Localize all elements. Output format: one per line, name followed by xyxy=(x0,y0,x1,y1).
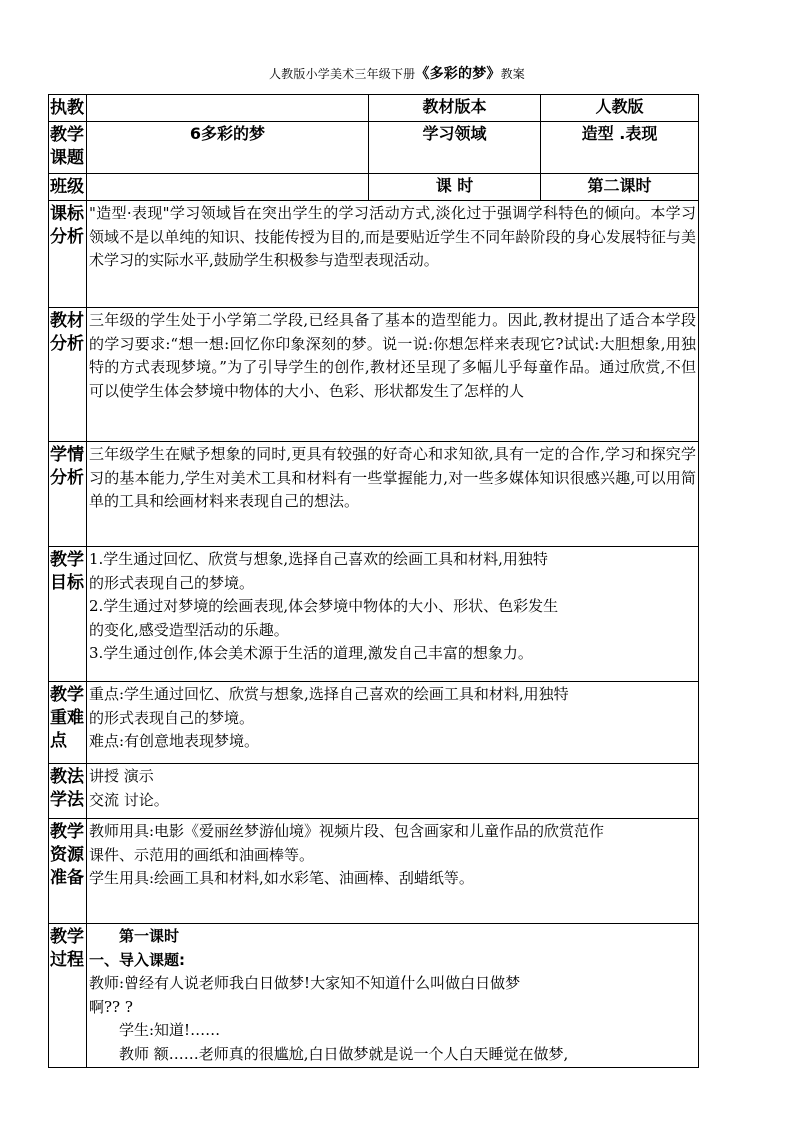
label-textbook-analysis: 教材分析 xyxy=(49,308,87,442)
row-goals xyxy=(49,547,699,682)
goal-line-5: 3.学生通过创作,体会美术源于生活的道理,激发自己丰富的想象力。 xyxy=(89,644,533,663)
label-resources: 教学资源准备 xyxy=(49,819,87,924)
label-process: 教学过程 xyxy=(49,924,87,1068)
goal-line-3: 2.学生通过对梦境的绘画表现,体会梦境中物体的大小、形状、色彩发生 xyxy=(89,597,559,616)
label-methods: 教法学法 xyxy=(49,764,87,819)
keypoint-line-3: 难点:有创意地表现梦境。 xyxy=(89,732,260,751)
label-period: 课 时 xyxy=(369,174,541,201)
label-textbook-version: 教材版本 xyxy=(369,95,541,122)
text-process xyxy=(87,924,699,1068)
keypoint-line-2: 的形式表现自己的梦境。 xyxy=(89,708,255,727)
label-class: 班级 xyxy=(49,174,87,201)
value-period: 第二课时 xyxy=(541,174,699,201)
resource-line-3: 学生用具:绘画工具和材料,如水彩笔、油画棒、刮蜡纸等。 xyxy=(89,869,474,888)
resource-line-2: 课件、示范用的画纸和油画棒等。 xyxy=(89,845,315,864)
process-line-2: 啊?? ? xyxy=(89,997,133,1016)
label-curriculum: 课标分析 xyxy=(49,201,87,308)
lesson-plan-table xyxy=(48,94,699,1068)
goal-line-2: 的形式表现自己的梦境。 xyxy=(89,573,255,592)
process-step: 一、导入课题: xyxy=(89,950,185,969)
row-process xyxy=(49,924,699,1068)
value-class xyxy=(87,174,369,201)
method-line-1: 讲授 演示 xyxy=(89,767,154,785)
title-prefix: 人教版小学美术三年级下册 xyxy=(268,67,416,81)
method-line-2: 交流 讨论。 xyxy=(89,790,169,809)
label-keypoints: 教学重难点 xyxy=(49,682,87,764)
title-emph: 《多彩的梦》 xyxy=(415,66,501,82)
process-lesson: 第一课时 xyxy=(119,927,180,945)
value-zhijiao xyxy=(87,95,369,122)
row-zhijiao xyxy=(49,95,699,122)
resource-line-1: 教师用具:电影《爱丽丝梦游仙境》视频片段、包含画家和儿童作品的欣赏范作 xyxy=(89,822,605,840)
text-textbook-analysis: 三年级的学生处于小学第二学段,已经具备了基本的造型能力。因此,教材提出了适合本学段的学习要求:“想一想:回忆你印象深刻的梦。说一说:你想怎样来表现它?试试:大胆想象,用独特的方式表现梦境。”为了引导学生的创作,教材还呈现了多幅儿乎每童作品。通过欣赏,不但可以使学生体会梦境中物体的大小、色彩、形状都发生了怎样的人 xyxy=(87,308,699,442)
row-students xyxy=(49,442,699,547)
row-class xyxy=(49,174,699,201)
row-topic xyxy=(49,122,699,174)
goal-line-1: 1.学生通过回忆、欣赏与想象,选择自己喜欢的绘画工具和材料,用独特 xyxy=(89,550,548,568)
value-topic: 6多彩的梦 xyxy=(87,122,369,174)
label-students: 学情分析 xyxy=(49,442,87,547)
text-curriculum: "造型·表现"学习领域旨在突出学生的学习活动方式,淡化过于强调学科特色的倾向。本学习领域不是以单纯的知识、技能传授为目的,而是要贴近学生不同年龄阶段的身心发展特征与美术学习的实际水平,鼓励学生积极参与造型表现活动。 xyxy=(87,201,699,308)
process-line-1: 教师:曾经有人说老师我白日做梦!大家知不知道什么叫做白日做梦 xyxy=(89,974,521,993)
document-title xyxy=(0,63,794,83)
text-resources xyxy=(87,819,699,924)
label-field: 学习领域 xyxy=(369,122,541,174)
value-field: 造型 .表现 xyxy=(541,122,699,174)
text-students: 三年级学生在赋予想象的同时,更具有较强的好奇心和求知欲,具有一定的合作,学习和探究学习的基本能力,学生对美术工具和材料有一些掌握能力,对一些多媒体知识很感兴趣,可以用简单的工具和绘画材料来表现自己的想法。 xyxy=(87,442,699,547)
row-curriculum xyxy=(49,201,699,308)
text-keypoints xyxy=(87,682,699,764)
text-goals xyxy=(87,547,699,682)
process-line-3: 学生:知道!…… xyxy=(119,1021,221,1040)
text-methods xyxy=(87,764,699,819)
label-topic: 教学课题 xyxy=(49,122,87,174)
title-suffix: 教案 xyxy=(500,67,525,81)
label-zhijiao: 执教 xyxy=(49,95,87,122)
keypoint-line-1: 重点:学生通过回忆、欣赏与想象,选择自己喜欢的绘画工具和材料,用独特 xyxy=(89,685,569,703)
row-resources xyxy=(49,819,699,924)
row-methods xyxy=(49,764,699,819)
row-textbook-analysis xyxy=(49,308,699,442)
row-keypoints xyxy=(49,682,699,764)
value-textbook-version: 人教版 xyxy=(541,95,699,122)
label-goals: 教学目标 xyxy=(49,547,87,682)
goal-line-4: 的变化,感受造型活动的乐趣。 xyxy=(89,620,289,639)
process-line-4: 教师 额……老师真的很尴尬,白日做梦就是说一个人白天睡觉在做梦, xyxy=(119,1044,569,1063)
